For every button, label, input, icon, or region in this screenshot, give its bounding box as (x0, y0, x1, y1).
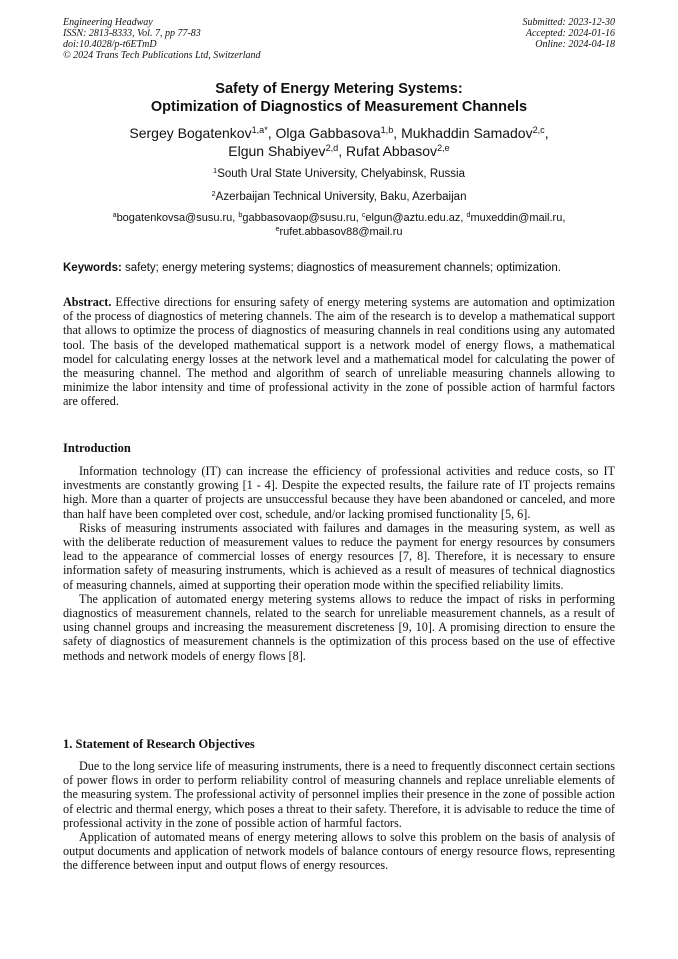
section-heading-objectives: 1. Statement of Research Objectives (63, 737, 255, 751)
paragraph: The application of automated energy metering systems allows to reduce the impact of risks in performing diagnostics of measurement channels, related to the search for unreliable measurement channels, as a result of using channel groups and increasing the measurement discreteness [9, 10]. A promising direction to ensure the safety of diagnostics of measurement channels is the optimization of this process based on the use of effective methods and network models of energy flows [8]. (63, 591, 615, 663)
email-link[interactable]: elgun@aztu.edu.az, (365, 212, 467, 224)
email-link[interactable]: bogatenkovsa@susu.ru, (116, 212, 239, 224)
author-sup: 2,d (325, 143, 339, 153)
objectives-body (63, 759, 615, 873)
author-name: Sergey Bogatenkov (129, 125, 252, 141)
keywords-label: Keywords: (63, 262, 122, 274)
email-line-1: $^a$bogatenkovsa@susu.ru, $^b$gabbasovaop@susu.ru, $^c$elgun@aztu.edu.az, $^d$muxeddin@mail.ru, (112, 211, 566, 224)
abstract-text: Effective directions for ensuring safety of energy metering systems are automation and optimization of the process of diagnostics of metering channels. The aim of the research is to develop a mathematical support that allows to optimize the process of diagnostics of measuring channels in real conditions using any automated tool. The basis of the developed mathematical support is a network model of energy flows, a mathematical model for calculating energy losses at the network level and a mathematical model for calculating the power of the measuring channel. The method and algorithm of search of unreliable measuring channels allowing to minimize the labor intensity and time of professional activity in the zone of possible action of harmful factors are offered. (63, 295, 615, 409)
email-link[interactable]: gabbasovaop@susu.ru, (242, 212, 362, 224)
title-line-1: Safety of Energy Metering Systems: (215, 81, 463, 97)
email-link[interactable]: rufet.abbasov88@mail.ru (279, 226, 403, 238)
online-date: Online: 2024-04-18 (535, 39, 615, 50)
author-name: Olga Gabbasova (275, 125, 381, 141)
introduction-body (63, 464, 615, 663)
keywords (63, 261, 615, 275)
journal-doi: doi:10.4028/p-t6ETmD (63, 39, 157, 50)
keywords-text: safety; energy metering systems; diagnostics of measurement channels; optimization. (121, 262, 561, 274)
section-heading-introduction: Introduction (63, 441, 131, 455)
journal-issn: ISSN: 2813-8333, Vol. 7, pp 77-83 (63, 28, 201, 39)
affiliation-1: $^1$South Ural State University, Chelyabinsk, Russia (213, 165, 465, 180)
paragraph: Application of automated means of energy metering allows to solve this problem on the basis of analysis of output documents and application of network models of balance contours of energy resource flows, representing the difference between input and output flows of energy resources. (63, 830, 615, 873)
author-name: Rufat Abbasov (346, 143, 438, 159)
author-emails (40, 211, 638, 239)
journal-info (63, 17, 261, 61)
submitted-date: Submitted: 2023-12-30 (522, 17, 615, 28)
author-sup: 2,e (437, 143, 450, 153)
title-line-2: Optimization of Diagnostics of Measurement Channels (150, 99, 528, 115)
abstract-label: Abstract. (63, 295, 112, 309)
journal-copyright: © 2024 Trans Tech Publications Ltd, Switzerland (63, 50, 261, 61)
author-name: Elgun Shabiyev (228, 143, 326, 159)
author-line-2: Elgun Shabiyev$^{2,d}$, Rufat Abbasov$^{2,e}$ (228, 143, 450, 159)
affiliation-2: $^2$Azerbaijan Technical University, Baku, Azerbaijan (211, 188, 467, 203)
email-link[interactable]: muxeddin@mail.ru, (470, 212, 566, 224)
accepted-date: Accepted: 2024-01-16 (525, 28, 615, 39)
abstract (63, 295, 615, 409)
publication-dates (523, 17, 616, 50)
author-sup: 1,a* (251, 125, 268, 135)
author-line-1: Sergey Bogatenkov$^{1,a*}$, Olga Gabbasova$^{1,b}$, Mukhaddin Samadov$^{2,c}$, (129, 125, 549, 141)
author-name: Mukhaddin Samadov (401, 125, 533, 141)
author-sup: 2,c (532, 125, 545, 135)
author-sup: 1,b (380, 125, 394, 135)
paragraph: Due to the long service life of measuring instruments, there is a need to frequently disconnect certain sections of power flows in order to perform reliability control of measuring channels and replace unreliable elements of the measuring system. The professional activity of personnel implies their presence in the zone of possible action of electric and thermal energy, which poses a threat to their safety. Therefore, it is advisable to reduce the time of professional activity in the zone of possible action of harmful factors. (63, 759, 615, 830)
paper-title (0, 80, 678, 116)
paragraph: Information technology (IT) can increase the efficiency of professional activities and reduce costs, so IT investments are constantly growing [1 - 4]. Despite the expected results, the failure rate of IT projects remains high. More than a quarter of projects are unsuccessful because they have been abandoned or canceled, and more than half have been completed over cost, schedule, and/or lacking promised functionality [5, 6]. (63, 464, 615, 521)
email-line-2: $^e$rufet.abbasov88@mail.ru (275, 225, 403, 238)
paragraph: Risks of measuring instruments associated with failures and damages in the measuring system, as well as with the deliberate reduction of measurement values to reduce the payment for energy resources by consumers lead to the appearance of commercial losses of energy resources [7, 8]. Therefore, it is necessary to ensure information safety of measuring instruments, which is achieved as a result of measures of technical diagnostics of measuring channels, aimed at supporting their operation mode within the specified reliability limits. (63, 520, 615, 592)
author-list (0, 124, 678, 160)
journal-name: Engineering Headway (63, 17, 153, 28)
